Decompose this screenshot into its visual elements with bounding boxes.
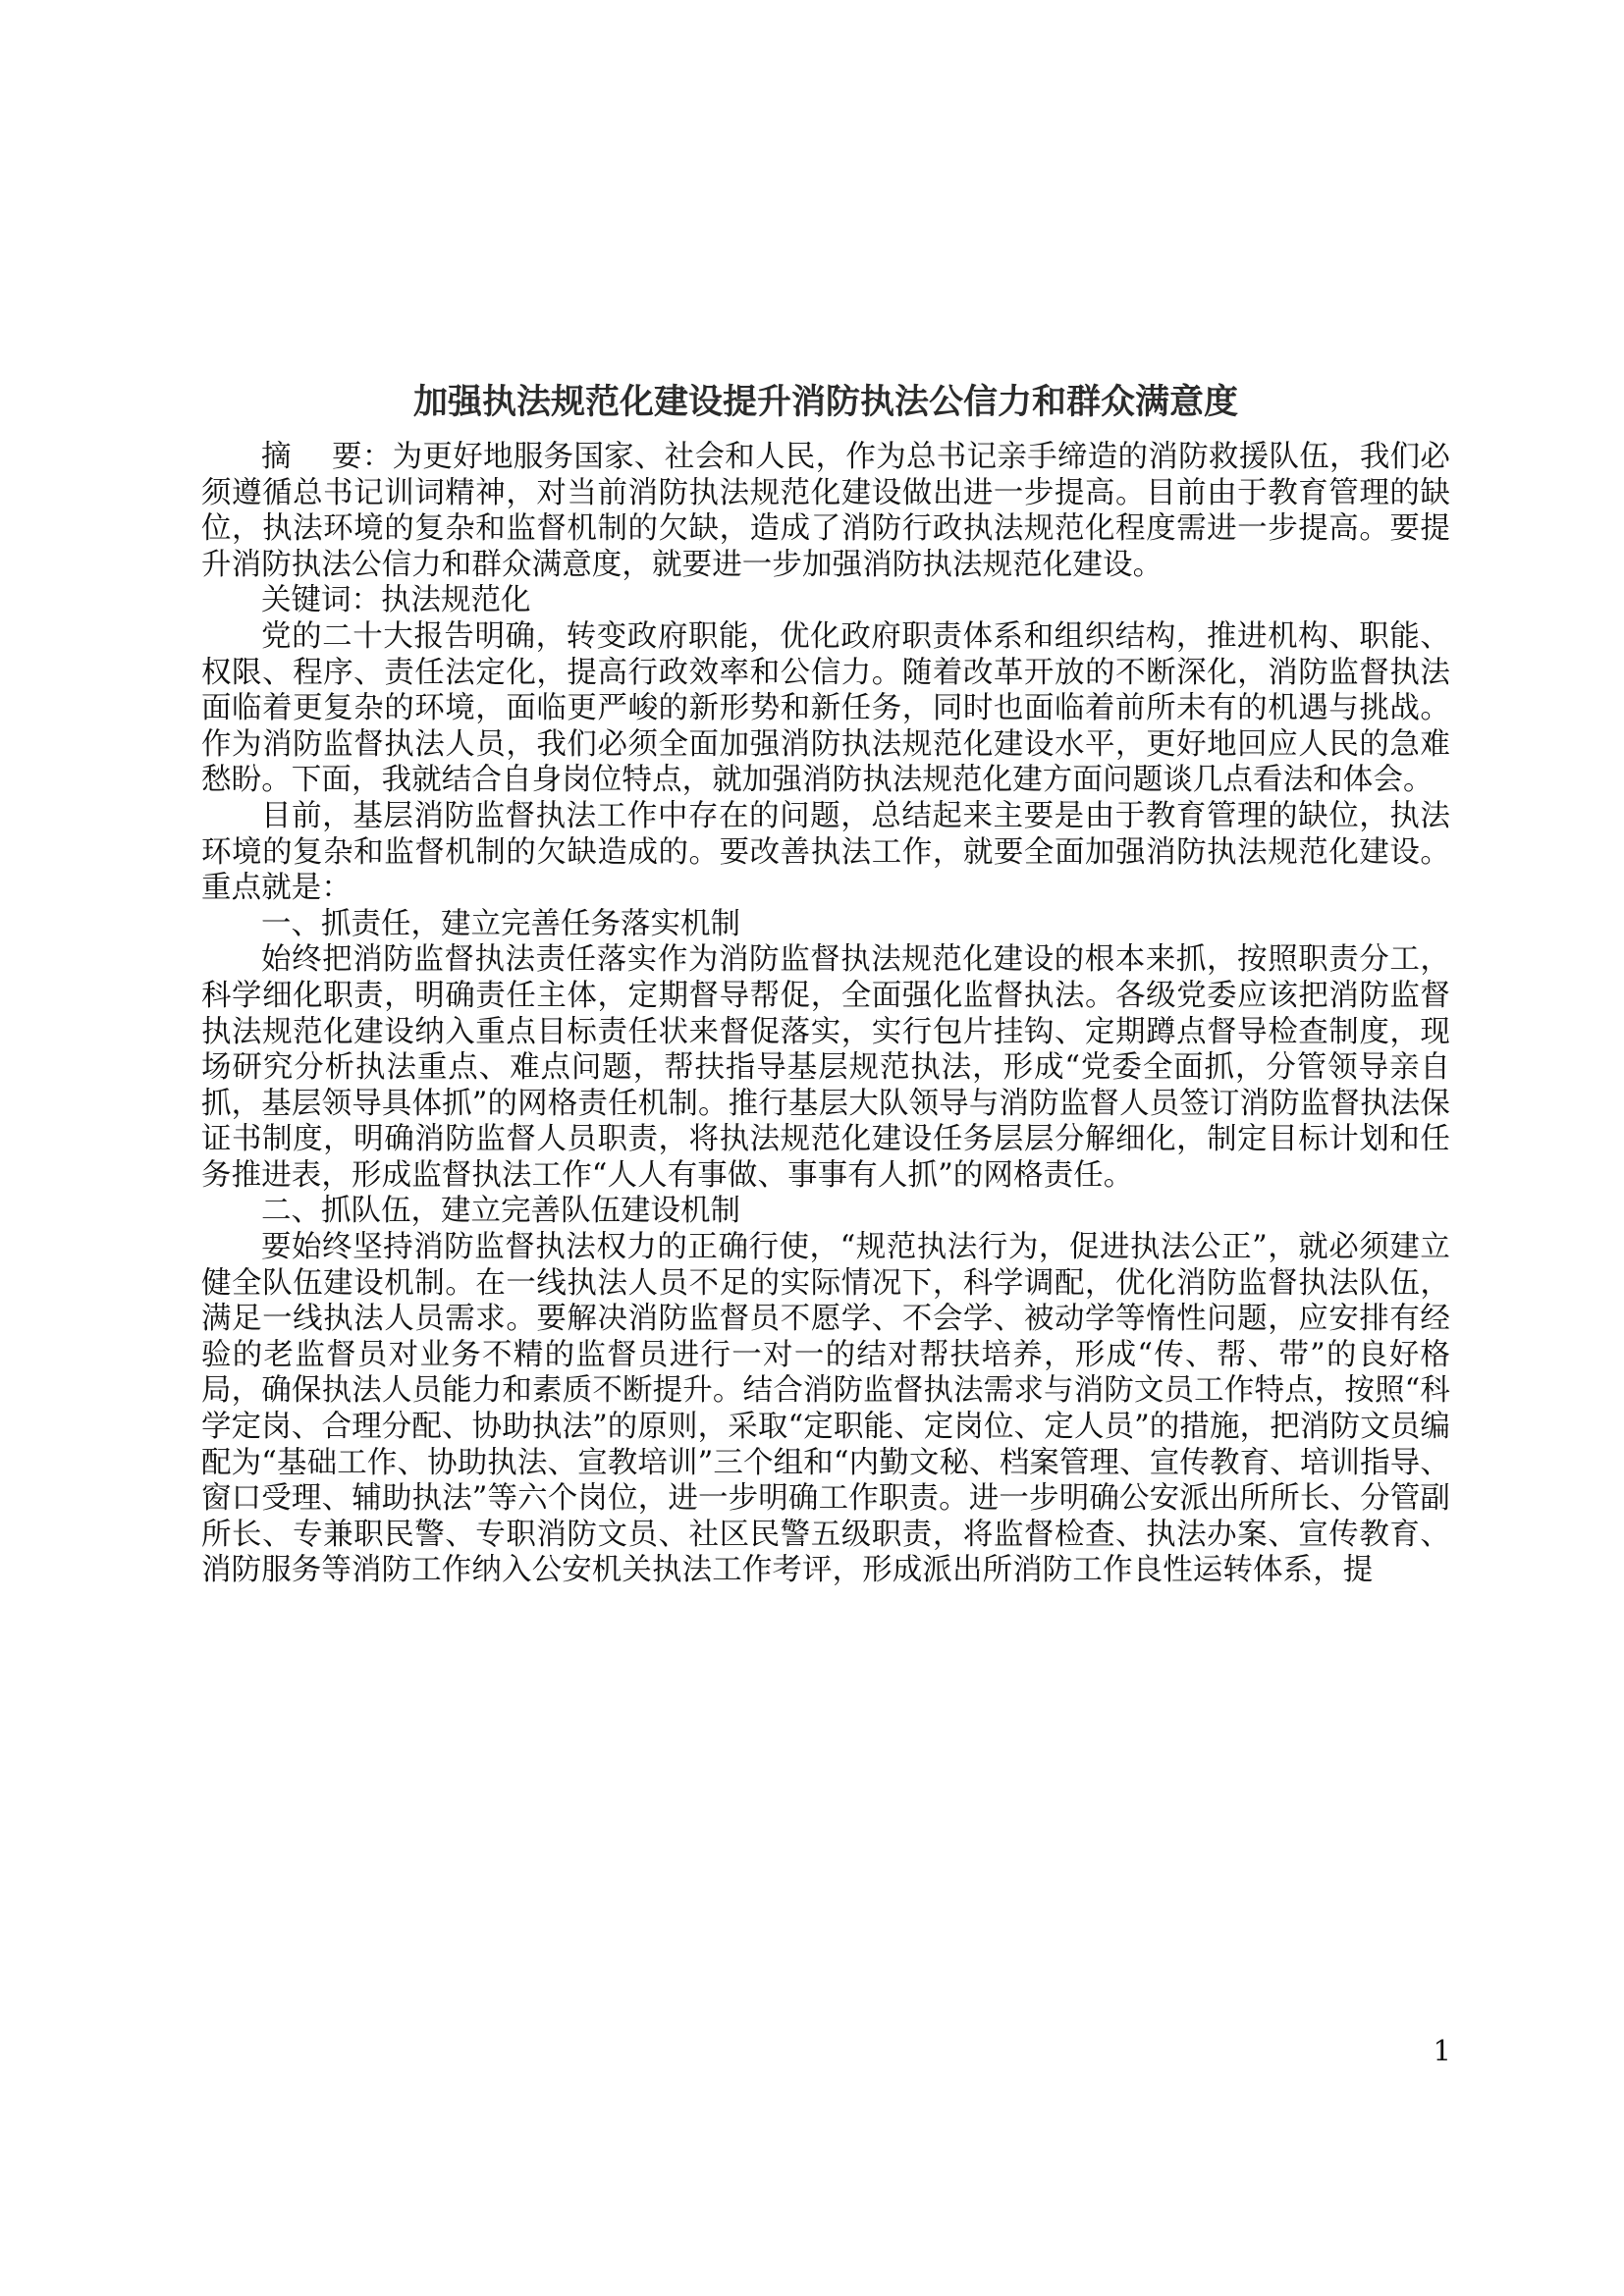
section-heading-2: 二、抓队伍，建立完善队伍建设机制 — [261, 1194, 740, 1229]
keywords-line: 关键词：执法规范化 — [261, 583, 531, 618]
page-title: 加强执法规范化建设提升消防执法公信力和群众满意度 — [412, 383, 1238, 422]
section-body-1: 始终把消防监督执法责任落实作为消防监督执法规范化建设的根本来抓，按照职责分工，科学细化职责，明确责任主体，定期督导帮促，全面强化监督执法。各级党委应该把消防监督执法规范化建设纳入重点目标责任状来督促落实，实行包片挂钩、定期蹲点督导检查制度，现场研究分析执法重点、难点问题，帮扶指导基层规范执法，形成“党委全面抓，分管领导亲自抓，基层领导具体抓”的网格责任机制。推行基层大队领导与消防监督人员签订消防监督执法保证书制度，明确消防监督人员职责，将执法规范化建设任务层层分解细化，制定目标计划和任务推进表，形成监督执法工作“人人有事做、事事有人抓”的网格责任。 — [201, 942, 1450, 1193]
abstract-body-text: 为更好地服务国家、社会和人民，作为总书记亲手缔造的消防救援队伍，我们必须遵循总书记训词精神，对当前消防执法规范化建设做出进一步提高。目前由于教育管理的缺位，执法环境的复杂和监督机制的欠缺，造成了消防行政执法规范化程度需进一步提高。要提升消防执法公信力和群众满意度，就要进一步加强消防执法规范化建设。 — [201, 440, 1450, 582]
section-heading-1: 一、抓责任，建立完善任务落实机制 — [261, 906, 740, 941]
page-number: 1 — [1433, 2034, 1451, 2067]
section-body-2: 要始终坚持消防监督执法权力的正确行使，“规范执法行为，促进执法公正”，就必须建立健全队伍建设机制。在一线执法人员不足的实际情况下，科学调配，优化消防监督执法队伍，满足一线执法人员需求。要解决消防监督员不愿学、不会学、被动学等惰性问题，应安排有经验的老监督员对业务不精的监督员进行一对一的结对帮扶培养，形成“传、帮、带”的良好格局，确保执法人员能力和素质不断提升。结合消防监督执法需求与消防文员工作特点，按照“科学定岗、合理分配、协助执法”的原则，采取“定职能、定岗位、定人员”的措施，把消防文员编配为“基础工作、协助执法、宣教培训”三个组和“内勤文秘、档案管理、宣传教育、培训指导、窗口受理、辅助执法”等六个岗位，进一步明确工作职责。进一步明确公安派出所所长、分管副所长、专兼职民警、专职消防文员、社区民警五级职责，将监督检查、执法办案、宣传教育、消防服务等消防工作纳入公安机关执法工作考评，形成派出所消防工作良性运转体系，提 — [201, 1230, 1450, 1588]
document-content-column — [201, 379, 1450, 1589]
abstract-label-zhai: 摘 — [261, 440, 292, 474]
body-paragraph-2: 目前，基层消防监督执法工作中存在的问题，总结起来主要是由于教育管理的缺位，执法环境的复杂和监督机制的欠缺造成的。要改善执法工作，就要全面加强消防执法规范化建设。重点就是： — [201, 798, 1450, 906]
body-paragraph-1: 党的二十大报告明确，转变政府职能，优化政府职责体系和组织结构，推进机构、职能、权限、程序、责任法定化，提高行政效率和公信力。随着改革开放的不断深化，消防监督执法面临着更复杂的环境，面临更严峻的新形势和新任务，同时也面临着前所未有的机遇与挑战。作为消防监督执法人员，我们必须全面加强消防执法规范化建设水平，更好地回应人民的急难愁盼。下面，我就结合自身岗位特点，就加强消防执法规范化建方面问题谈几点看法和体会。 — [201, 618, 1450, 798]
abstract-paragraph — [201, 440, 1450, 583]
abstract-label-yao: 要： — [331, 440, 393, 474]
